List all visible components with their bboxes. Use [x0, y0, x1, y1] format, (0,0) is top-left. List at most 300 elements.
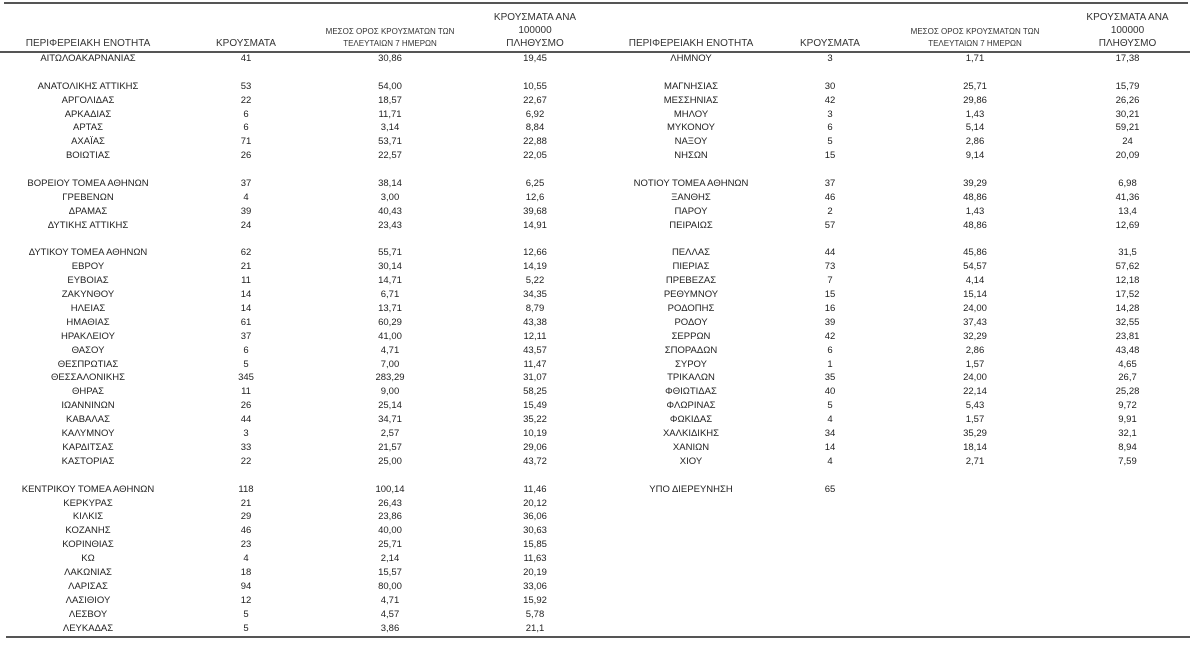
avg7-cell: 18,57 [378, 94, 402, 106]
header-cases: ΚΡΟΥΣΜΑΤΑ [216, 38, 276, 49]
avg7-cell: 54,00 [378, 80, 402, 92]
region-cell: ΤΡΙΚΑΛΩΝ [667, 372, 715, 384]
table-row [0, 149, 602, 163]
region-cell: ΓΡΕΒΕΝΩΝ [62, 191, 114, 203]
cases-cell: 18 [240, 566, 252, 578]
avg7-cell: 1,71 [965, 53, 985, 64]
header-per100k-line1: ΚΡΟΥΣΜΑΤΑ ΑΝΑ 100000 [1086, 12, 1169, 36]
region-cell: ΖΑΚΥΝΘΟΥ [61, 289, 115, 301]
table-row [0, 483, 602, 497]
region-cell: ΕΥΒΟΙΑΣ [67, 275, 109, 287]
table-row [0, 594, 602, 608]
cases-cell: 37 [240, 330, 252, 342]
cases-cell: 11 [241, 386, 251, 398]
per100k-cell: 20,19 [523, 566, 547, 578]
avg7-cell: 1,43 [965, 108, 985, 120]
avg7-cell: 3,14 [380, 122, 400, 134]
avg7-cell: 41,00 [378, 330, 402, 342]
avg7-cell: 6,71 [380, 289, 400, 301]
per100k-cell: 6,92 [525, 108, 545, 120]
avg7-cell: 100,14 [375, 483, 405, 495]
avg7-cell: 25,00 [378, 455, 402, 467]
cases-cell: 24 [240, 219, 252, 231]
region-cell: ΘΕΣΣΑΛΟΝΙΚΗΣ [51, 372, 125, 384]
avg7-cell: 4,71 [380, 344, 400, 356]
table-row [0, 552, 602, 566]
cases-cell: 5 [827, 136, 833, 148]
region-cell: ΗΛΕΙΑΣ [70, 303, 106, 315]
region-cell: ΣΠΟΡΑΔΩΝ [664, 344, 718, 356]
region-cell: ΔΥΤΙΚΟΥ ΤΟΜΕΑ ΑΘΗΝΩΝ [28, 247, 148, 259]
table-row [0, 580, 602, 594]
region-cell: ΘΕΣΠΡΩΤΙΑΣ [57, 358, 119, 370]
table-row [0, 246, 602, 260]
avg7-cell: 80,00 [378, 580, 402, 592]
table-row [0, 524, 602, 538]
top-rule [4, 2, 1188, 4]
table-row [600, 108, 1190, 122]
cases-cell: 6 [827, 122, 833, 134]
region-cell: ΜΗΛΟΥ [673, 108, 709, 120]
region-cell: ΚΑΣΤΟΡΙΑΣ [61, 455, 115, 467]
table-row [0, 413, 602, 427]
per100k-cell: 17,38 [1115, 53, 1140, 64]
right-table-body [600, 52, 1190, 497]
region-cell: ΕΒΡΟΥ [71, 261, 105, 273]
cases-cell: 35 [824, 372, 836, 384]
region-cell: ΛΑΣΙΘΙΟΥ [65, 594, 111, 606]
table-row [0, 135, 602, 149]
region-cell: ΚΩ [81, 553, 95, 565]
avg7-cell: 4,14 [965, 275, 985, 287]
table-row [600, 94, 1190, 108]
table-row [600, 302, 1190, 316]
avg7-cell: 14,71 [378, 275, 402, 287]
cases-cell: 6 [827, 344, 833, 356]
cases-cell: 23 [240, 539, 252, 551]
avg7-cell: 53,71 [378, 136, 402, 148]
header-per100k-line2: ΠΛΗΘΥΣΜΟ [506, 38, 564, 49]
cases-cell: 15 [824, 289, 836, 301]
per100k-cell: 8,84 [525, 122, 545, 134]
region-cell: ΑΙΤΩΛΟΑΚΑΡΝΑΝΙΑΣ [40, 53, 136, 64]
table-row [600, 80, 1190, 94]
region-cell: ΙΩΑΝΝΙΝΩΝ [61, 400, 115, 412]
region-cell: ΔΥΤΙΚΗΣ ΑΤΤΙΚΗΣ [47, 219, 129, 231]
table-row [600, 205, 1190, 219]
per100k-cell: 22,88 [523, 136, 547, 148]
per100k-cell: 14,19 [523, 261, 547, 273]
cases-cell: 12 [240, 594, 252, 606]
avg7-cell: 23,43 [378, 219, 402, 231]
table-row [600, 288, 1190, 302]
table-row [0, 260, 602, 274]
cases-cell: 6 [243, 122, 249, 134]
avg7-cell: 23,86 [378, 511, 402, 523]
bottom-rule [6, 636, 1190, 638]
cases-cell: 41 [240, 53, 252, 64]
cases-cell: 37 [824, 178, 836, 190]
avg7-cell: 4,71 [380, 594, 400, 606]
avg7-cell: 1,57 [965, 358, 985, 370]
spacer-row [600, 163, 1190, 177]
avg7-cell: 45,86 [963, 247, 987, 259]
table-row [0, 80, 602, 94]
table-row [0, 455, 602, 469]
per100k-cell: 17,52 [1115, 289, 1140, 301]
table-row [600, 149, 1190, 163]
per100k-cell: 10,19 [523, 428, 547, 440]
header-avg7 [885, 26, 1065, 50]
cases-cell: 29 [240, 511, 252, 523]
header-cases: ΚΡΟΥΣΜΑΤΑ [800, 38, 860, 49]
per100k-cell: 31,07 [523, 372, 547, 384]
cases-cell: 345 [238, 372, 254, 384]
table-row [600, 344, 1190, 358]
left-table-header [0, 12, 602, 53]
region-cell: ΠΕΛΛΑΣ [671, 247, 711, 259]
table-row [600, 371, 1190, 385]
region-cell: ΗΡΑΚΛΕΙΟΥ [61, 330, 115, 342]
cases-cell: 26 [240, 400, 252, 412]
per100k-cell: 26,26 [1115, 94, 1140, 106]
per100k-cell: 32,55 [1115, 316, 1140, 328]
spacer-row [0, 469, 602, 483]
avg7-cell: 32,29 [963, 330, 987, 342]
avg7-cell: 2,57 [380, 428, 400, 440]
per100k-cell: 11,47 [523, 358, 547, 370]
per100k-cell: 11,46 [523, 483, 547, 495]
per100k-cell: 31,5 [1118, 247, 1137, 259]
region-cell: ΦΘΙΩΤΙΔΑΣ [665, 386, 717, 398]
avg7-cell: 22,14 [963, 386, 987, 398]
region-cell: ΦΛΩΡΙΝΑΣ [666, 400, 716, 412]
avg7-cell: 48,86 [963, 219, 987, 231]
cases-cell: 5 [243, 622, 249, 634]
avg7-cell: 13,71 [378, 303, 402, 315]
header-avg7-line2: ΤΕΛΕΥΤΑΙΩΝ 7 ΗΜΕΡΩΝ [343, 39, 437, 48]
region-cell: ΜΑΓΝΗΣΙΑΣ [664, 80, 718, 92]
per100k-cell: 26,7 [1118, 372, 1137, 384]
per100k-cell: 14,91 [523, 219, 547, 231]
table-row [0, 399, 602, 413]
cases-cell: 61 [240, 316, 252, 328]
region-cell: ΧΑΝΙΩΝ [672, 441, 710, 453]
per100k-cell: 20,12 [523, 497, 547, 509]
region-cell: ΚΟΡΙΝΘΙΑΣ [62, 539, 114, 551]
table-row [600, 52, 1190, 66]
cases-cell: 46 [240, 525, 252, 537]
table-row [600, 427, 1190, 441]
avg7-cell: 25,71 [378, 539, 402, 551]
region-cell: ΜΕΣΣΗΝΙΑΣ [663, 94, 719, 106]
per100k-cell: 11,63 [523, 553, 547, 565]
region-cell: ΠΙΕΡΙΑΣ [672, 261, 710, 273]
spacer-row [0, 233, 602, 247]
region-cell: ΧΙΟΥ [679, 455, 703, 467]
table-row [0, 622, 602, 636]
per100k-cell: 13,4 [1118, 205, 1137, 217]
region-cell: ΛΑΚΩΝΙΑΣ [64, 566, 112, 578]
cases-cell: 5 [243, 358, 249, 370]
cases-cell: 5 [243, 608, 249, 620]
cases-cell: 37 [240, 178, 252, 190]
cases-cell: 53 [240, 80, 252, 92]
region-cell: ΔΡΑΜΑΣ [68, 205, 108, 217]
cases-cell: 4 [243, 191, 249, 203]
region-cell: ΑΝΑΤΟΛΙΚΗΣ ΑΤΤΙΚΗΣ [37, 80, 139, 92]
cases-cell: 7 [827, 275, 833, 287]
table-row [0, 205, 602, 219]
header-avg7-line1: ΜΕΣΟΣ ΟΡΟΣ ΚΡΟΥΣΜΑΤΩΝ ΤΩΝ [325, 27, 455, 36]
avg7-cell: 24,00 [963, 303, 987, 315]
table-row [600, 330, 1190, 344]
region-cell: ΘΗΡΑΣ [71, 386, 105, 398]
per100k-cell: 15,79 [1115, 80, 1140, 92]
table-row [0, 52, 602, 66]
per100k-cell: 43,72 [523, 455, 547, 467]
table-row [600, 413, 1190, 427]
per100k-cell: 9,91 [1118, 414, 1137, 426]
cases-cell: 16 [824, 303, 836, 315]
table-row [0, 288, 602, 302]
cases-cell: 15 [824, 150, 836, 162]
header-region: ΠΕΡΙΦΕΡΕΙΑΚΗ ΕΝΟΤΗΤΑ [25, 38, 151, 49]
per100k-cell: 22,05 [523, 150, 547, 162]
table-row [0, 177, 602, 191]
spacer-row [0, 66, 602, 80]
cases-cell: 22 [240, 455, 252, 467]
region-cell: ΚΟΖΑΝΗΣ [65, 525, 111, 537]
cases-cell: 65 [824, 483, 836, 495]
cases-cell: 73 [824, 261, 836, 273]
per100k-cell: 33,06 [523, 580, 547, 592]
avg7-cell: 30,14 [378, 261, 402, 273]
avg7-cell: 18,14 [963, 441, 987, 453]
cases-cell: 57 [824, 219, 836, 231]
cases-cell: 42 [824, 330, 836, 342]
per100k-cell: 15,85 [523, 539, 547, 551]
table-row [0, 330, 602, 344]
table-row [0, 566, 602, 580]
per100k-cell: 10,55 [523, 80, 547, 92]
per100k-cell: 59,21 [1115, 122, 1140, 134]
cases-cell: 2 [827, 205, 833, 217]
per100k-cell: 7,59 [1118, 455, 1137, 467]
per100k-cell: 43,57 [523, 344, 547, 356]
cases-cell: 22 [240, 94, 252, 106]
cases-cell: 4 [243, 553, 249, 565]
avg7-cell: 9,00 [380, 386, 400, 398]
avg7-cell: 25,71 [963, 80, 987, 92]
per100k-cell: 39,68 [523, 205, 547, 217]
per100k-cell: 21,1 [525, 622, 545, 634]
spacer-row [600, 66, 1190, 80]
per100k-cell: 32,1 [1118, 428, 1137, 440]
cases-cell: 6 [243, 108, 249, 120]
avg7-cell: 2,86 [965, 344, 985, 356]
cases-cell: 46 [824, 191, 836, 203]
cases-cell: 14 [824, 441, 836, 453]
table-row [0, 108, 602, 122]
avg7-cell: 1,43 [965, 205, 985, 217]
table-row [600, 274, 1190, 288]
per100k-cell: 5,22 [525, 275, 545, 287]
region-cell: ΛΕΥΚΑΔΑΣ [62, 622, 114, 634]
table-row [0, 497, 602, 511]
region-cell: ΗΜΑΘΙΑΣ [66, 316, 110, 328]
region-cell: ΚΕΡΚΥΡΑΣ [63, 497, 113, 509]
avg7-cell: 15,14 [963, 289, 987, 301]
avg7-cell: 24,00 [963, 372, 987, 384]
cases-cell: 14 [240, 303, 252, 315]
table-row [0, 344, 602, 358]
header-per100k [1070, 11, 1185, 50]
per100k-cell: 25,28 [1115, 386, 1140, 398]
avg7-cell: 26,43 [378, 497, 402, 509]
table-row [600, 219, 1190, 233]
region-cell: ΚΕΝΤΡΙΚΟΥ ΤΟΜΕΑ ΑΘΗΝΩΝ [21, 483, 155, 495]
per100k-cell: 12,6 [525, 191, 545, 203]
avg7-cell: 54,57 [963, 261, 987, 273]
cases-cell: 11 [241, 275, 251, 287]
region-cell: ΠΡΕΒΕΖΑΣ [665, 275, 717, 287]
per100k-cell: 6,25 [525, 178, 545, 190]
avg7-cell: 3,00 [380, 191, 400, 203]
avg7-cell: 29,86 [963, 94, 987, 106]
header-avg7-line1: ΜΕΣΟΣ ΟΡΟΣ ΚΡΟΥΣΜΑΤΩΝ ΤΩΝ [910, 27, 1040, 36]
region-cell: ΡΟΔΟΥ [674, 316, 708, 328]
table-row [600, 316, 1190, 330]
table-row [600, 260, 1190, 274]
region-cell: ΚΑΒΑΛΑΣ [66, 414, 110, 426]
per100k-cell: 14,28 [1115, 303, 1140, 315]
header-per100k [480, 11, 590, 50]
per100k-cell: 15,92 [523, 594, 547, 606]
table-row [0, 608, 602, 622]
table-row [600, 483, 1190, 497]
per100k-cell: 9,72 [1118, 400, 1137, 412]
avg7-cell: 39,29 [963, 178, 987, 190]
cases-cell: 3 [243, 428, 249, 440]
region-cell: ΠΑΡΟΥ [674, 205, 708, 217]
table-row [600, 177, 1190, 191]
region-cell: ΥΠΟ ΔΙΕΡΕΥΝΗΣΗ [649, 483, 733, 495]
per100k-cell: 30,63 [523, 525, 547, 537]
per100k-cell: 34,35 [523, 289, 547, 301]
region-cell: ΡΕΘΥΜΝΟΥ [663, 289, 719, 301]
per100k-cell: 43,48 [1115, 344, 1140, 356]
cases-cell: 4 [827, 455, 833, 467]
table-row [0, 94, 602, 108]
avg7-cell: 37,43 [963, 316, 987, 328]
avg7-cell: 21,57 [378, 441, 402, 453]
avg7-cell: 30,86 [378, 53, 402, 64]
region-cell: ΛΗΜΝΟΥ [670, 53, 712, 64]
avg7-cell: 60,29 [378, 316, 402, 328]
cases-cell: 44 [824, 247, 836, 259]
spacer-row [600, 469, 1190, 483]
per100k-cell: 5,78 [525, 608, 545, 620]
region-cell: ΑΧΑΪΑΣ [71, 136, 105, 148]
cases-cell: 5 [827, 400, 833, 412]
cases-cell: 21 [240, 497, 252, 509]
right-table-header [600, 12, 1190, 53]
region-cell: ΧΑΛΚΙΔΙΚΗΣ [662, 428, 720, 440]
per100k-cell: 6,98 [1118, 178, 1137, 190]
region-cell: ΚΙΛΚΙΣ [72, 511, 104, 523]
cases-cell: 39 [824, 316, 836, 328]
table-row [0, 316, 602, 330]
avg7-cell: 2,86 [965, 136, 985, 148]
table-row [0, 358, 602, 372]
per100k-cell: 12,66 [523, 247, 547, 259]
table-row [0, 274, 602, 288]
avg7-cell: 2,71 [965, 455, 985, 467]
table-row [0, 302, 602, 316]
avg7-cell: 11,71 [378, 108, 402, 120]
cases-cell: 34 [824, 428, 836, 440]
per100k-cell: 19,45 [523, 53, 547, 64]
avg7-cell: 9,14 [965, 150, 985, 162]
avg7-cell: 7,00 [380, 358, 400, 370]
cases-cell: 40 [824, 386, 836, 398]
per100k-cell: 30,21 [1115, 108, 1140, 120]
spacer-row [600, 233, 1190, 247]
cases-cell: 39 [240, 205, 252, 217]
table-row [600, 358, 1190, 372]
cases-cell: 6 [243, 344, 249, 356]
per100k-cell: 8,94 [1118, 441, 1137, 453]
region-cell: ΑΡΤΑΣ [73, 122, 103, 134]
left-table-body [0, 52, 602, 635]
avg7-cell: 40,00 [378, 525, 402, 537]
avg7-cell: 35,29 [963, 428, 987, 440]
cases-cell: 26 [240, 150, 252, 162]
avg7-cell: 55,71 [378, 247, 402, 259]
table-row [600, 455, 1190, 469]
per100k-cell: 41,36 [1115, 191, 1140, 203]
region-cell: ΜΥΚΟΝΟΥ [667, 122, 715, 134]
per100k-cell: 43,38 [523, 316, 547, 328]
cases-cell: 30 [824, 80, 836, 92]
region-cell: ΞΑΝΘΗΣ [671, 191, 711, 203]
region-cell: ΛΕΣΒΟΥ [68, 608, 108, 620]
region-cell: ΝΑΞΟΥ [674, 136, 708, 148]
cases-cell: 14 [240, 289, 252, 301]
cases-cell: 42 [824, 94, 836, 106]
region-cell: ΚΑΛΥΜΝΟΥ [61, 428, 115, 440]
table-row [600, 121, 1190, 135]
table-row [600, 441, 1190, 455]
avg7-cell: 15,57 [378, 566, 402, 578]
per100k-cell: 15,49 [523, 400, 547, 412]
per100k-cell: 12,69 [1115, 219, 1140, 231]
cases-cell: 118 [238, 483, 254, 495]
region-cell: ΒΟΙΩΤΙΑΣ [65, 150, 111, 162]
region-cell: ΘΑΣΟΥ [71, 344, 105, 356]
header-per100k-line1: ΚΡΟΥΣΜΑΤΑ ΑΝΑ 100000 [493, 12, 577, 36]
spacer-row [0, 163, 602, 177]
region-cell: ΡΟΔΟΠΗΣ [667, 303, 715, 315]
header-avg7-line2: ΤΕΛΕΥΤΑΙΩΝ 7 ΗΜΕΡΩΝ [928, 39, 1022, 48]
region-cell: ΦΩΚΙΔΑΣ [669, 414, 713, 426]
region-cell: ΝΗΣΩΝ [674, 150, 708, 162]
table-row [600, 191, 1190, 205]
cases-cell: 94 [240, 580, 252, 592]
cases-cell: 33 [240, 441, 252, 453]
region-cell: ΠΕΙΡΑΙΩΣ [669, 219, 713, 231]
